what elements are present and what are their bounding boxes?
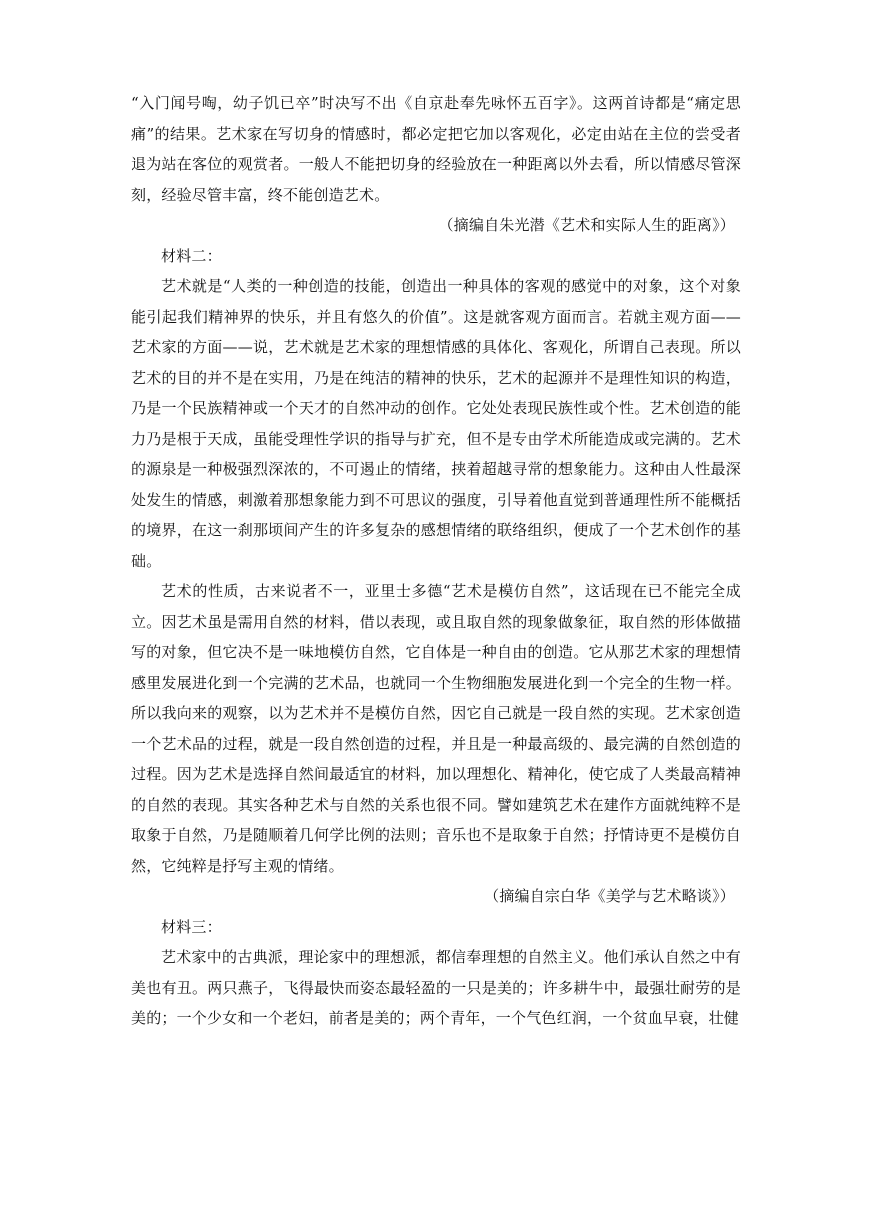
material3-heading: 材料三：: [161, 917, 222, 936]
material2-source: （摘编自宗白华《美学与艺术略谈》）: [484, 887, 735, 905]
material2-heading: 材料二：: [161, 246, 222, 265]
material2-paragraph-2: 艺术的性质，古来说者不一，亚里士多德“艺术是模仿自然”，这话现在已不能完全成立。因艺术虽是需用自然的材料，借以表现，或且取自然的现象做象征，取自然的形体做描写的对象，但它决不是一味地模仿自然，它自体是一种自由的创造。它从那艺术家的理想情感里发展进化到一个完满的艺术品，也就同一个生物细胞发展进化到一个完全的生物一样。所以我向来的观察，以为艺术并不是模仿自然，因它自己就是一段自然的实现。艺术家创造一个艺术品的过程，就是一段自然创造的过程，并且是一种最高级的、最完满的自然创造的过程。因为艺术是选择自然间最适宜的材料，加以理想化、精神化，使它成了人类最高精神的自然的表现。其实各种艺术与自然的关系也很不同。譬如建筑艺术在建作方面就纯粹不是取象于自然，乃是随顺着几何学比例的法则；音乐也不是取象于自然；抒情诗更不是模仿自然，它纯粹是抒写主观的情绪。: [131, 582, 741, 875]
material1-source: （摘编自朱光潜《艺术和实际人生的距离》）: [438, 216, 735, 234]
material1-continued-paragraph: “入门闻号啕，幼子饥已卒”时决写不出《自京赴奉先咏怀五百字》。这两首诗都是“痛定思痛”的结果。艺术家在写切身的情感时，都必定把它加以客观化，必定由站在主位的尝受者退为站在客位的观赏者。一般人不能把切身的经验放在一种距离以外去看，所以情感尽管深刻，经验尽管丰富，终不能创造艺术。: [131, 94, 741, 204]
material2-paragraph-1: 艺术就是“人类的一种创造的技能，创造出一种具体的客观的感觉中的对象，这个对象能引起我们精神界的快乐，并且有悠久的价值”。这是就客观方面而言。若就主观方面——艺术家的方面——说，艺术就是艺术家的理想情感的具体化、客观化，所谓自己表现。所以艺术的目的并不是在实用，乃是在纯洁的精神的快乐，艺术的起源并不是理性知识的构造，乃是一个民族精神或一个天才的自然冲动的创作。它处处表现民族性或个性。艺术创造的能力乃是根于天成，虽能受理性学识的指导与扩充，但不是专由学术所能造成或完满的。艺术的源泉是一种极强烈深浓的，不可遏止的情绪，挟着超越寻常的想象能力。这种由人性最深处发生的情感，刺激着那想象能力到不可思议的强度，引导着他直觉到普通理性所不能概括的境界，在这一刹那顷间产生的许多复杂的感想情绪的联络组织，便成了一个艺术创作的基础。: [131, 277, 741, 570]
material3-paragraph-1: 艺术家中的古典派，理论家中的理想派，都信奉理想的自然主义。他们承认自然之中有美也有丑。两只燕子，飞得最快而姿态最轻盈的一只是美的；许多耕牛中，最强壮耐劳的是美的；一个少女和一个老妇，前者是美的；两个青年，一个气色红润，一个贫血早衰，壮健: [131, 948, 741, 1027]
document-page: [131, 88, 741, 1034]
